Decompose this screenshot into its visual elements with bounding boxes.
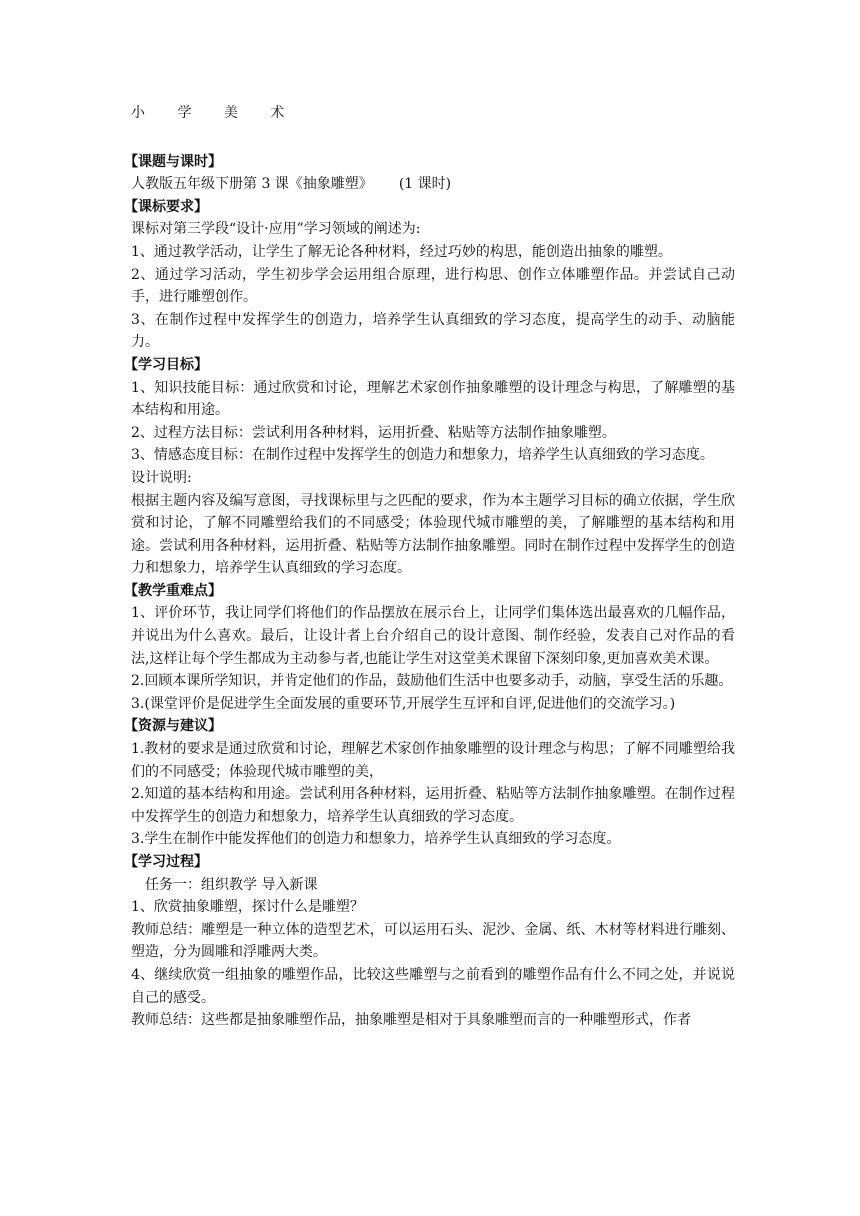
section-heading-objectives: 【学习目标】 [124,356,208,373]
paragraph: 3.学生在制作中能发挥他们的创造力和想象力，培养学生认真细致的学习态度。 [131,831,621,848]
section-heading-key-points: 【教学重难点】 [124,582,222,599]
section-heading-process: 【学习过程】 [124,854,208,870]
subject-title: 小 学 美 术 [131,105,299,121]
paragraph: 2、通过学习活动，学生初步学会运用组合原理，进行构思、创作立体雕塑作品。并尝试自己动手，进行雕塑创作。 [131,266,735,306]
paragraph: 设计说明: [131,469,192,486]
document-body [124,102,735,1032]
paragraph: 课标对第三学段“设计·应用”学习领域的阐述为: [131,221,421,238]
task-heading: 任务一：组织教学 导入新课 [145,876,318,893]
paragraph: 2.知道的基本结构和用途。尝试利用各种材料，运用折叠、粘贴等方法制作抽象雕塑。在制作过程中发挥学生的创造力和想象力，培养学生认真细致的学习态度。 [131,786,735,825]
paragraph: 3、情感态度目标：在制作过程中发挥学生的创造力和想象力，培养学生认真细致的学习态度。 [131,447,714,464]
section-heading-topic: 【课题与课时】 [124,153,222,170]
paragraph: 3.(课堂评价是促进学生全面发展的重要环节,开展学生互评和自评,促进他们的交流学习。) [131,695,676,712]
section-heading-standards: 【课标要求】 [124,198,208,215]
paragraph: 2、过程方法目标：尝试利用各种材料，运用折叠、粘贴等方法制作抽象雕塑。 [131,424,616,441]
paragraph: 1、通过教学活动，让学生了解无论各种材料，经过巧妙的构思，能创造出抽象的雕塑。 [131,243,672,260]
paragraph: 1、知识技能目标：通过欣赏和讨论，理解艺术家创作抽象雕塑的设计理念与构思，了解雕塑的基本结构和用途。 [131,379,735,419]
course-title: 人教版五年级下册第 3 课《抽象雕塑》 [131,176,373,193]
paragraph: 教师总结：雕塑是一种立体的造型艺术，可以运用石头、泥沙、金属、纸、木材等材料进行雕刻、塑造，分为圆雕和浮雕两大类。 [131,921,735,961]
course-info-line [131,173,735,196]
paragraph: 1、评价环节，我让同学们将他们的作品摆放在展示台上，让同学们集体选出最喜欢的几幅作品，并说出为什么喜欢。最后，让设计者上台介绍自己的设计意图、制作经验，发表自己对作品的看法,这样让每个学生都成为主动参与者,也能让学生对这堂美术课留下深刻印象,更加喜欢美术课。 [131,605,735,667]
paragraph: 1、欣赏抽象雕塑，探讨什么是雕塑？ [131,899,364,916]
paragraph: 根据主题内容及编写意图，寻找课标里与之匹配的要求，作为本主题学习目标的确立依据，学生欣赏和讨论，了解不同雕塑给我们的不同感受；体验现代城市雕塑的美，了解雕塑的基本结构和用途。尝试利用各种材料，运用折叠、粘贴等方法制作抽象雕塑。同时在制作过程中发挥学生的创造力和想象力，培养学生认真细致的学习态度。 [131,492,735,577]
section-heading-resources: 【资源与建议】 [124,718,222,735]
paragraph: 3、在制作过程中发挥学生的创造力，培养学生认真细致的学习态度，提高学生的动手、动脑能力。 [131,311,735,351]
course-hours: (1 课时) [398,176,452,193]
paragraph: 1.教材的要求是通过欣赏和讨论，理解艺术家创作抽象雕塑的设计理念与构思；了解不同雕塑给我们的不同感受；体验现代城市雕塑的美， [131,741,735,780]
paragraph: 2.回顾本课所学知识，并肯定他们的作品，鼓励他们生活中也要多动手，动脑，享受生活的乐趣。 [131,673,733,690]
paragraph: 4、继续欣赏一组抽象的雕塑作品，比较这些雕塑与之前看到的雕塑作品有什么不同之处，并说说自己的感受。 [131,966,735,1006]
paragraph: 教师总结：这些都是抽象雕塑作品，抽象雕塑是相对于具象雕塑而言的一种雕塑形式，作者 [131,1012,691,1029]
